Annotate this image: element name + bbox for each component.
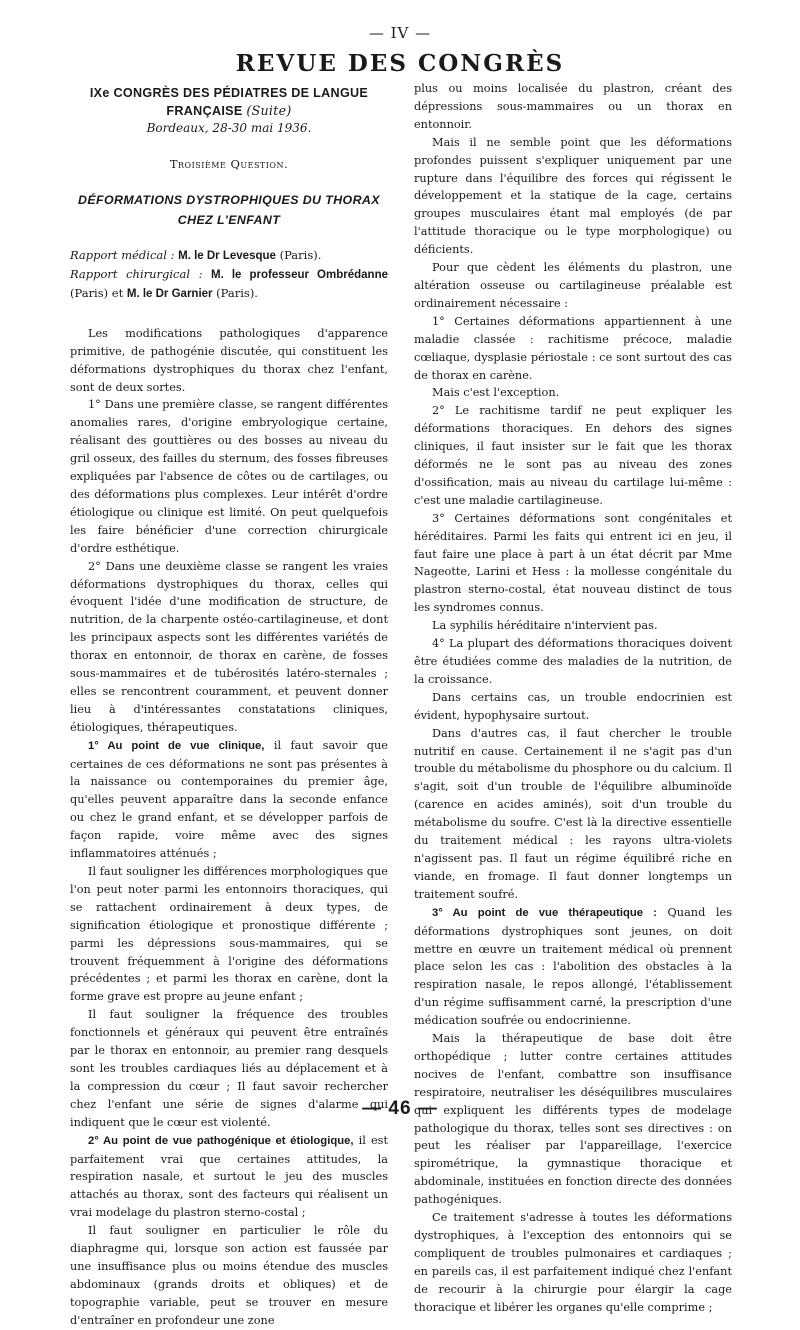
paragraph: Ce traitement s'adresse à toutes les déformations dystrophiques, à l'exception des entonnoirs qui se compliquent de troubles pulmonaires et cardiaques ; en pareils cas, il est parfaitement indiqué chez l'enfant de recourir à la chirurgie pour élargir la cage thoracique et libérer les organes qu'elle comprime ; [414, 1211, 732, 1314]
paragraph: 2° Dans une deuxième classe se rangent les vraies déformations dystrophiques du thorax, celles qui évoquent l'idée d'une modification de structure, de nutrition, de la charpente ostéo-cartilagineuse, et dont les principaux aspects sont les différentes variétés de thorax en entonnoir, de thorax en carène, de fosses sous-mammaires et de tubérosités latéro-sternales ; elles se rencontrent couramment, et peuvent donner lieu à d'intéressantes constatations cliniques, étiologiques, thérapeutiques. [70, 559, 388, 734]
running-head: — IV — [368, 24, 432, 42]
paragraph: Les modifications pathologiques d'apparence primitive, de pathogénie discutée, qui constituent les déformations dystrophiques du thorax chez l'enfant, sont de deux sortes. [70, 326, 388, 394]
paragraph: plus ou moins localisée du plastron, créant des dépressions sous-mammaires ou un thorax en entonnoir. [414, 82, 732, 131]
section-heading: 2° Au point de vue pathogénique et étiologique, [88, 1134, 354, 1147]
paragraph: 2° Le rachitisme tardif ne peut expliquer les déformations thoraciques. En dehors des signes cliniques, il faut insister sur le fait que les thorax déformés ne le sont pas au niveau des zones d'ossification, mais au niveau du cartilage lui-même : c'est une maladie cartilagineuse. [414, 404, 732, 507]
section-heading: 3° Au point de vue thérapeutique : [432, 906, 657, 919]
right-column [414, 80, 732, 1317]
rapport-medical [70, 246, 388, 265]
rapport-chir-name2: M. le Dr Garnier [126, 287, 213, 300]
page-number: — 46 — [362, 1098, 438, 1119]
question-heading: Troisième Question. [169, 156, 289, 171]
paragraph [70, 1132, 388, 1223]
congress-place-date: Bordeaux, 28-30 mai 1936. [146, 121, 312, 135]
paragraph: Mais c'est l'exception. [432, 386, 560, 400]
paragraph: Dans d'autres cas, il faut chercher le trouble nutritif en cause. Certainement il ne s'agit pas d'un trouble du métabolisme du phosphore ou du calcium. Il s'agit, soit d'un trouble de l'équilibre albuminoïde (carence en acides aminés), soit d'un trouble du métabolisme du soufre. C'est là la directive essentielle du traitement médical : les rayons ultra-violets n'agissent pas. Il faut un régime équilibré riche en viande, en fromage. Il faut donner longtemps un traitement soufré. [414, 726, 732, 901]
paragraph [70, 737, 388, 863]
paragraph: Il faut souligner en particulier le rôle du diaphragme qui, lorsque son action est faussée par une insuffisance plus ou moins étendue des muscles abdominaux (grands droits et obliques) et de topographie variable, peut se trouver en mesure d'entraîner en profondeur une zone [70, 1224, 388, 1327]
rapport-chir-place: (Paris). [216, 285, 258, 300]
paragraph: Pour que cèdent les éléments du plastron, une altération osseuse ou cartilagineuse préalable est ordinairement nécessaire : [414, 261, 732, 310]
rapport-medical-label: Rapport médical : [70, 247, 175, 262]
rapport-chir-label: Rapport chirurgical : [70, 266, 203, 281]
left-column [70, 84, 388, 1330]
topic-heading: DÉFORMATIONS DYSTROPHIQUES DU THORAX CHEZ L'ENFANT [78, 192, 380, 227]
section-heading: 1° Au point de vue clinique, [88, 739, 265, 752]
rapport-chir-rest: (Paris) et [70, 285, 124, 300]
rapport-medical-name: M. le Dr Levesque [178, 249, 276, 262]
paragraph: 3° Certaines déformations sont congénitales et héréditaires. Parmi les faits qui entrent ici en jeu, il faut faire une place à part à un état décrit par Mme Nageotte, Larini et Hess : la mollesse congénitale du plastron sterno-costal, état nouveau distinct de tous les syndromes connus. [414, 511, 732, 615]
rapporteurs [70, 246, 388, 303]
paragraph: Il faut souligner la fréquence des troubles fonctionnels et généraux qui peuvent être entraînés par le thorax en entonnoir, au premier rang desquels sont les troubles cardiaques liés au déplacement et à la compression du cœur ; Il faut savoir rechercher chez l'enfant une série de signes d'alarme qui indiquent que le cœur est violenté. [70, 1008, 388, 1129]
paragraph: 1° Dans une première classe, se rangent différentes anomalies rares, d'origine embryologique certaine, réalisant des gouttières ou des bosses au niveau du gril osseux, des failles du sternum, des fosses fibreuses expliquées par l'absence de côtes ou de cartilages, ou des déformations plus complexes. Leur intérêt d'ordre étiologique ou clinique est limité. On peut quelquefois les faire bénéficier d'une correction chirurgicale d'ordre esthétique. [70, 398, 388, 555]
paragraph: 1° Certaines déformations appartiennent à une maladie classée : rachitisme précoce, maladie cœliaque, dysplasie périostale : ce sont surtout des cas de thorax en carène. [414, 314, 732, 382]
paragraph-text: il faut savoir que certaines de ces déformations ne sont pas présentes à la naissance ou contemporaines du premier âge, qu'elles peuvent apparaître dans la seconde enfance ou chez le grand enfant, et se développer parfois de façon rapide, voire même avec des signes inflammatoires atténués ; [70, 738, 388, 861]
page-title: REVUE DES CONGRÈS [235, 50, 565, 77]
paragraph: La syphilis héréditaire n'intervient pas. [432, 619, 658, 633]
rapport-chirurgical [70, 265, 388, 303]
rapport-chir-name: M. le professeur Ombrédanne [211, 268, 388, 281]
paragraph-text: Quand les déformations dystrophiques sont jeunes, on doit mettre en œuvre un traitement médical où prennent place selon les cas : l'abolition des obstacles à la respiration nasale, le repos allongé, l'établissement d'un régime suffisamment carné, la prescription d'une médication soufrée ou endocrinienne. [414, 905, 732, 1028]
congress-title [70, 84, 388, 120]
paragraph [414, 904, 732, 1030]
paragraph: Dans certains cas, un trouble endocrinien est évident, hypophysaire surtout. [414, 690, 732, 722]
paragraph: Mais il ne semble point que les déformations profondes puissent s'expliquer uniquement par une rupture dans l'équilibre des forces qui régissent le développement et la statique de la cage, certains groupes musculaires étant mal employés (de par l'attitude thoracique ou le type morphologique) ou déficients. [414, 135, 732, 257]
congress-suite: (Suite) [246, 103, 292, 118]
paragraph: 4° La plupart des déformations thoraciques doivent être étudiées comme des maladies de la nutrition, de la croissance. [414, 637, 732, 686]
rapport-medical-place: (Paris). [279, 247, 322, 262]
paragraph: Mais la thérapeutique de base doit être orthopédique ; lutter contre certaines attitudes nocives de l'enfant, combattre son insuffisance respiratoire, neutraliser les déséquilibres musculaires qui expliquent les différents types de modelage pathologique du thorax, telles sont ses directives : on peut les réaliser par l'appareillage, l'exercice spirométrique, la gymnastique thoracique et abdominale, instituées en fonction directe des données pathogéniques. [414, 1032, 732, 1207]
paragraph: Il faut souligner les différences morphologiques que l'on peut noter parmi les entonnoirs thoraciques, qui se rattachent ordinairement à deux types, de signification étiologique et pronostique différente ; parmi les dépressions sous-mammaires, qui se trouvent fréquemment à l'origine des déformations précédentes ; et parmi les thorax en carène, dont la forme grave est propre au jeune enfant ; [70, 865, 388, 1004]
congress-title-text: IXe CONGRÈS DES PÉDIATRES DE LANGUE FRANÇAISE [89, 86, 369, 118]
paragraph-text: il est parfaitement vrai que certaines attitudes, la respiration nasale, et surtout le jeu des muscles attachés au thorax, sont des facteurs qui réalisent un vrai modelage du plastron sterno-costal ; [70, 1133, 388, 1220]
